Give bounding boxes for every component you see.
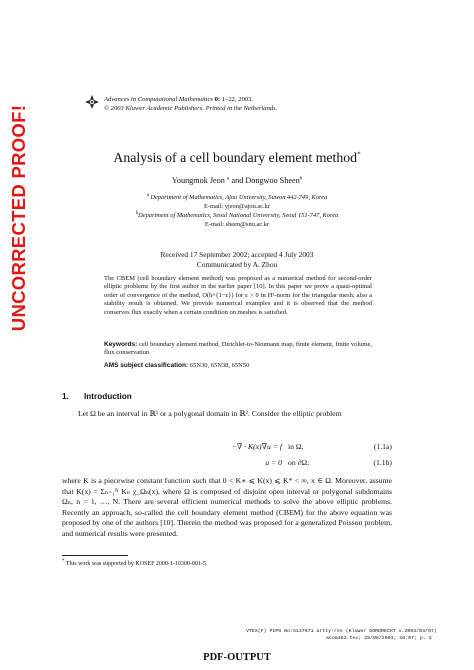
author-2: and Dongwoo Sheen xyxy=(231,176,300,185)
equation-1a-label: (1.1a) xyxy=(373,442,392,451)
kluwer-logo-icon xyxy=(84,94,100,110)
author-1-mark: a xyxy=(226,176,230,182)
journal-pages: 1–22, 2003. xyxy=(221,96,254,103)
affiliation-b-mark: b xyxy=(135,211,139,216)
affiliation-b-dept: Department of Mathematics, Seoul National University, Seoul 151-747, Korea xyxy=(138,212,339,220)
footnote-rule xyxy=(62,555,128,556)
affiliation-b-email: E-mail: sheen@snu.ac.kr xyxy=(204,220,270,228)
affiliation-a-email: E-mail: yjeon@ajou.ac.kr xyxy=(203,202,271,210)
journal-line-1 xyxy=(104,95,277,104)
uncorrected-proof-stamp: UNCORRECTED PROOF! xyxy=(8,104,29,332)
equation-1a-rhs: in Ω, xyxy=(288,442,304,451)
affiliation-a-dept: Department of Mathematics, Ajou University, Suwon 442-749, Korea xyxy=(150,194,328,202)
paper-title xyxy=(0,150,474,166)
affiliation-a xyxy=(0,192,474,211)
typesetting-info xyxy=(246,628,437,642)
journal-header xyxy=(104,95,277,113)
affiliation-b xyxy=(0,210,474,229)
journal-volume: 0: xyxy=(214,96,221,103)
ams-classification xyxy=(104,362,372,370)
ams-codes: 65N30, 65N38, 65N50 xyxy=(189,362,250,369)
equation-1b-lhs: u = 0 xyxy=(265,458,282,467)
intro-paragraph: Let Ω be an interval in ℝ¹ or a polygonal domain in ℝ². Consider the elliptic problem xyxy=(78,409,342,418)
title-footnote-mark: * xyxy=(357,150,361,159)
equation-1a-lhs: −∇ · K(x)∇u = f xyxy=(231,442,282,451)
communicated-by: Communicated by A. Zhou xyxy=(196,260,278,269)
typesetting-line-2: acom363.tex; 29/08/2003; 10:07; p. 1 xyxy=(326,636,432,641)
section-title: Introduction xyxy=(84,392,132,401)
author-2-mark: b xyxy=(299,176,303,182)
author-1: Youngmok Jeon xyxy=(171,176,225,185)
ams-label: AMS subject classification: xyxy=(104,362,189,369)
footnote-mark: * xyxy=(62,559,65,564)
affiliation-a-mark: a xyxy=(146,193,149,198)
typesetting-line-1: VTEX(F) PIPS No:5147671 artty:res (Kluwer DORDRECHT v.2003/03/07) xyxy=(246,629,437,634)
equation-1b-label: (1.1b) xyxy=(373,458,392,467)
section-heading xyxy=(62,392,132,401)
journal-name: Advances in Computational Mathematics xyxy=(104,96,213,103)
keywords-label: Keywords: xyxy=(104,341,138,348)
keywords-text: cell boundary element method, Dirichlet-to-Neumann map, finite element, finite volume, flux conservation xyxy=(104,341,372,357)
keywords xyxy=(104,341,372,358)
journal-copyright: © 2003 Kluwer Academic Publishers. Printed in the Netherlands. xyxy=(104,105,278,112)
paragraph-2: where K is a piecewise constant function such that 0 < K∗ ⩽ K(x) ⩽ K* < ∞, x ∈ Ω. Moreover, assume that K(x) = Σₙ₌₁ᴺ Kₙ χ_Ωₙ(x), where Ω is composed of disjoint open interval or polygonal subdomains Ωₙ, n = 1, …, N. There are several efficient numerical methods to solve the above elliptic problems. Recently an approach, so-called the cell boundary element method (CBEM) for the above equation was proposed by one of the authors [10]. Therein the method was proposed for a generalized Poisson problem, and numerical results were presented. xyxy=(62,476,392,538)
footnote xyxy=(62,559,207,567)
abstract: The CBEM (cell boundary element method) was proposed as a numerical method for second-order elliptic problems by the first author in the earlier paper [10]. In this paper we prove a quasi-optimal order of convergence of the method, O(h^{1−ε}) for ε > 0 in H¹-norm for the triangular mesh; also a stability result is obtained. We provide numerical examples and it is observed that the method conserves flux exactly when a certain condition on meshes is satisfied. xyxy=(104,275,372,316)
title-text: Analysis of a cell boundary element method xyxy=(113,150,358,165)
section-number: 1. xyxy=(62,392,69,401)
author-line xyxy=(0,176,474,185)
pdf-output-label: PDF-OUTPUT xyxy=(203,652,271,663)
footnote-text: This work was supported by KOSEF 2000-1-10300-001-5. xyxy=(65,561,208,567)
received-dates: Received 17 September 2002; accepted 4 July 2003 xyxy=(160,250,314,259)
equation-1b-rhs: on ∂Ω, xyxy=(288,458,310,467)
received-block xyxy=(0,250,474,270)
